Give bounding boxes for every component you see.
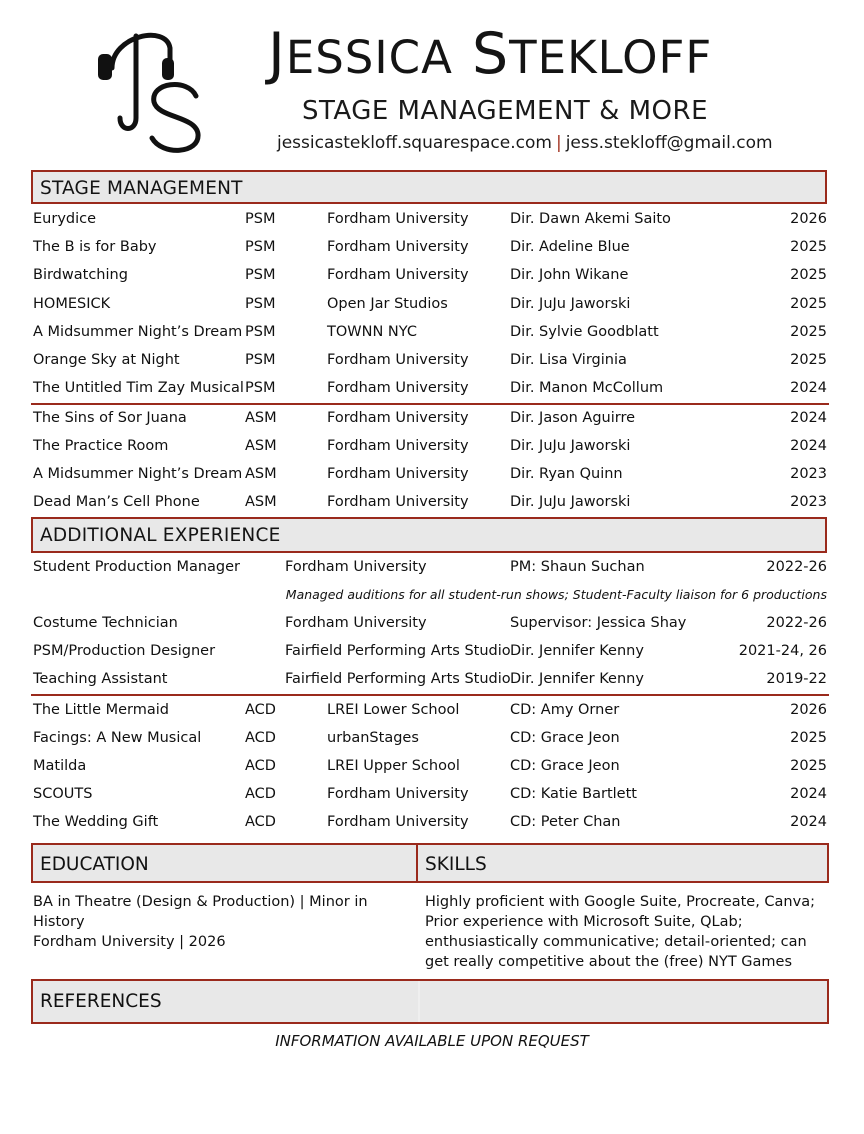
director: Dir. Manon McCollum [510,380,664,397]
subtitle: STAGE MANAGEMENT & MORE [302,96,708,126]
show-title: SCOUTS [33,786,93,802]
venue: Fordham University [327,380,469,397]
role: PSM [245,239,276,256]
skills-details: Highly proficient with Google Suite, Procreate, Canva; Prior experience with Microsoft Suite, QLab; enthusiastically communicative; detail-oriented; can get really competitive about the (free) NYT Games [425,894,815,970]
supervisor: Dir. Jennifer Kenny [510,643,644,659]
section-title: SKILLS [425,854,487,875]
stage-management-header [31,170,827,204]
venue: Fordham University [327,267,469,284]
venue: Fordham University [327,494,469,510]
references-note: INFORMATION AVAILABLE UPON REQUEST [275,1032,589,1050]
year: 2024 [790,786,827,802]
year: 2025 [790,295,827,312]
table-row [0,643,864,671]
email-link[interactable]: jess.stekloff@gmail.com [565,133,773,153]
venue: Fordham University [327,466,469,482]
role: PSM [245,211,276,227]
director: Dir. Adeline Blue [510,239,630,256]
role: ASM [245,494,277,510]
production-manager-note: Managed auditions for all student-run shows; Student-Faculty liaison for 6 productions [285,587,827,602]
show-title: The Sins of Sor Juana [33,410,187,426]
table-row [0,615,864,643]
name-last-initial: S [471,21,510,87]
table-row [0,730,864,758]
role: ASM [245,410,277,426]
venue: Fordham University [327,211,469,227]
table-row [0,324,864,352]
section-title: EDUCATION [40,854,149,875]
role: ACD [245,786,276,802]
table-row [0,786,864,814]
table-row [0,559,864,587]
years: 2019-22 [766,671,827,687]
venue: LREI Upper School [327,758,460,774]
additional-experience-header [31,517,827,553]
organization: Fordham University [285,615,427,631]
role: ACD [245,758,276,774]
year: 2024 [790,380,827,397]
supervisor: PM: Shaun Suchan [510,559,645,575]
table-row [0,438,864,466]
years: 2022-26 [766,615,827,631]
name-last-rest: TEKLOFF [509,31,713,84]
section-title: STAGE MANAGEMENT [40,178,243,199]
table-row [0,296,864,324]
venue: Fordham University [327,814,469,830]
organization: Fairfield Performing Arts Studio [285,671,511,687]
table-row [0,267,864,295]
name-first-initial: J [268,21,286,87]
supervisor: Dir. Jennifer Kenny [510,671,644,687]
role: PSM [245,267,276,284]
director: Dir. Jason Aguirre [510,410,636,426]
position: PSM/Production Designer [33,643,216,659]
contact-line [277,133,773,153]
degree-line: BA in Theatre (Design & Production) | Minor in History [33,894,368,930]
director: CD: Peter Chan [510,814,621,830]
years: 2022-26 [766,559,827,575]
venue: LREI Lower School [327,702,460,718]
show-title: The Wedding Gift [33,814,159,830]
education-header [31,843,418,883]
year: 2025 [790,758,827,774]
headphones-js-logo-icon [92,22,204,154]
year: 2024 [790,438,827,454]
venue: Fordham University [327,352,469,368]
table-row [0,410,864,438]
venue: Fordham University [327,410,469,426]
references-divider [418,981,420,1022]
director: CD: Grace Jeon [510,758,620,774]
director: Dir. John Wikane [510,267,629,284]
show-title: Birdwatching [33,267,128,284]
director: Dir. Ryan Quinn [510,466,623,482]
table-row [0,239,864,267]
role: PSM [245,380,276,397]
year: 2025 [790,323,827,340]
year: 2025 [790,352,827,368]
references-header [31,979,829,1024]
venue: urbanStages [327,730,419,746]
director: Dir. Sylvie Goodblatt [510,323,659,340]
director: Dir. JuJu Jaworski [510,295,631,312]
venue: Open Jar Studios [327,295,448,312]
role: ASM [245,438,277,454]
supervisor: Supervisor: Jessica Shay [510,615,687,631]
show-title: The B is for Baby [33,239,157,256]
show-title: The Practice Room [33,438,169,454]
role: ACD [245,702,276,718]
director: Dir. Lisa Virginia [510,352,627,368]
director: CD: Katie Bartlett [510,786,637,802]
show-title: Orange Sky at Night [33,352,180,368]
section-divider [31,403,829,405]
organization: Fairfield Performing Arts Studio [285,643,511,659]
website-link[interactable]: jessicastekloff.squarespace.com [277,133,552,153]
show-title: A Midsummer Night’s Dream [33,323,243,340]
venue: Fordham University [327,438,469,454]
year: 2023 [790,494,827,510]
show-title: The Untitled Tim Zay Musical [33,380,244,397]
role: ACD [245,814,276,830]
year: 2025 [790,239,827,256]
position: Student Production Manager [33,559,241,575]
table-row [0,352,864,380]
section-divider [31,694,829,696]
organization: Fordham University [285,559,427,575]
skills-header [416,843,829,883]
director: CD: Amy Orner [510,702,620,718]
show-title: Dead Man’s Cell Phone [33,494,200,510]
role: PSM [245,323,276,340]
role: ASM [245,466,277,482]
education-details [33,892,403,952]
table-row [0,758,864,786]
years: 2021-24, 26 [738,643,827,659]
role: PSM [245,295,276,312]
section-title: REFERENCES [40,991,162,1012]
venue: Fordham University [327,239,469,256]
contact-separator: | [555,133,562,153]
show-title: Facings: A New Musical [33,730,202,746]
venue: Fordham University [327,786,469,802]
role: ACD [245,730,276,746]
year: 2026 [790,702,827,718]
year: 2026 [790,211,827,227]
section-title: ADDITIONAL EXPERIENCE [40,525,281,546]
table-row [0,702,864,730]
year: 2025 [790,730,827,746]
director: Dir. JuJu Jaworski [510,438,631,454]
position: Teaching Assistant [33,671,168,687]
role: PSM [245,352,276,368]
year: 2024 [790,814,827,830]
position: Costume Technician [33,615,178,631]
full-name [268,21,788,87]
show-title: Eurydice [33,211,97,227]
director: CD: Grace Jeon [510,730,620,746]
show-title: HOMESICK [33,295,111,312]
year: 2025 [790,267,827,284]
director: Dir. Dawn Akemi Saito [510,211,671,227]
resume-header [0,0,864,165]
table-row [0,466,864,494]
year: 2023 [790,466,827,482]
table-row [0,211,864,239]
show-title: A Midsummer Night’s Dream [33,466,243,482]
school-line: Fordham University | 2026 [33,934,226,950]
director: Dir. JuJu Jaworski [510,494,631,510]
year: 2024 [790,410,827,426]
name-first-rest: ESSICA [285,31,453,84]
show-title: Matilda [33,758,87,774]
show-title: The Little Mermaid [33,702,169,718]
table-row [0,814,864,842]
venue: TOWNN NYC [327,323,417,340]
